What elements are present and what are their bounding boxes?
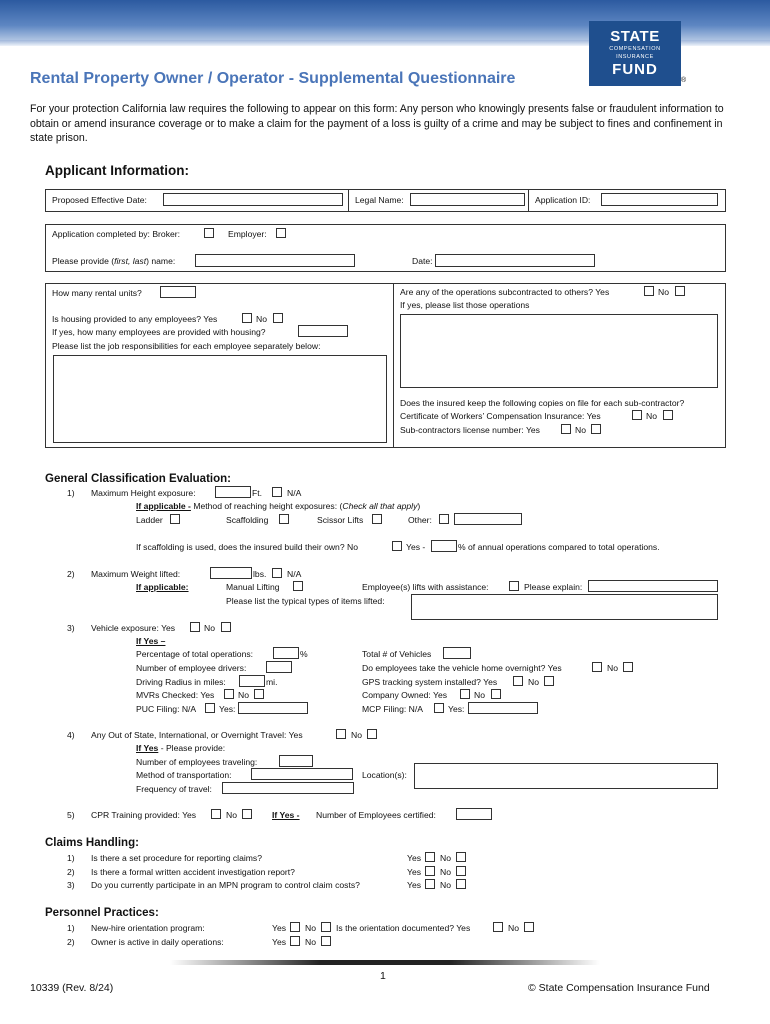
- item-number: 4): [67, 730, 75, 740]
- scissor-checkbox[interactable]: [372, 514, 382, 524]
- no-label: No: [256, 314, 267, 324]
- application-id-input[interactable]: [601, 193, 718, 206]
- puc-na-checkbox[interactable]: [205, 703, 215, 713]
- form-number: 10339 (Rev. 8/24): [30, 982, 114, 994]
- scaffold-build-label: If scaffolding is used, does the insured build their own? No: [136, 542, 358, 552]
- cpr-no-checkbox[interactable]: [242, 809, 252, 819]
- label-text: ) name:: [146, 256, 176, 266]
- yes-label: Yes -: [406, 542, 426, 552]
- gps-label: GPS tracking system installed? Yes: [362, 677, 498, 687]
- total-vehicles-label: Total # of Vehicles: [362, 649, 432, 659]
- scaffolding-label: Scaffolding: [226, 515, 269, 525]
- documented-label: Is the orientation documented? Yes: [336, 923, 471, 933]
- copyright: © State Compensation Insurance Fund: [528, 982, 710, 994]
- gps-no-checkbox[interactable]: [544, 676, 554, 686]
- cpr-label: CPR Training provided: Yes: [91, 810, 197, 820]
- scissor-label: Scissor Lifts: [317, 515, 364, 525]
- logo-text: FUND: [612, 61, 658, 78]
- rental-units-input[interactable]: [160, 286, 196, 298]
- footer-rule: [170, 960, 600, 965]
- no-label: No: [305, 937, 316, 947]
- label-text: ): [417, 501, 421, 511]
- application-id-label: Application ID:: [535, 195, 591, 205]
- logo-text: INSURANCE: [616, 54, 654, 60]
- sub-license-label: Sub-contractors license number: Yes: [400, 425, 540, 435]
- item-number: 3): [67, 623, 75, 633]
- yes-label: Yes: [272, 937, 287, 947]
- registered-mark: ®: [681, 77, 687, 84]
- sub-license-yes-checkbox[interactable]: [561, 424, 571, 434]
- driving-radius-input[interactable]: [239, 675, 265, 687]
- if-yes-label: If Yes -: [272, 810, 300, 820]
- no-label: No: [351, 730, 362, 740]
- effective-date-input[interactable]: [163, 193, 343, 206]
- date-input[interactable]: [435, 254, 595, 267]
- travel-yes-checkbox[interactable]: [336, 729, 346, 739]
- no-label: No: [575, 425, 586, 435]
- claims-heading: Claims Handling:: [45, 837, 139, 849]
- vehicle-yes-checkbox[interactable]: [190, 622, 200, 632]
- pct-annual-label: % of annual operations compared to total operations.: [458, 542, 660, 552]
- num-traveling-label: Number of employees traveling:: [136, 757, 258, 767]
- label-text: Please provide (: [52, 256, 115, 266]
- scaffolding-checkbox[interactable]: [279, 514, 289, 524]
- orientation-label: New-hire orientation program:: [91, 923, 205, 933]
- vehicle-label: Vehicle exposure: Yes: [91, 623, 176, 633]
- locations-input[interactable]: [414, 763, 718, 789]
- label-text: Method of reaching height exposures: (: [193, 501, 343, 511]
- no-label: No: [226, 810, 237, 820]
- claims-q2-label: Is there a formal written accident investigation report?: [91, 867, 295, 877]
- if-yes-text: If Yes: [136, 743, 159, 753]
- job-resp-label: Please list the job responsibilities for each employee separately below:: [52, 341, 321, 351]
- scaffold-pct-input[interactable]: [431, 540, 457, 552]
- label-text: - Please provide:: [158, 743, 226, 753]
- legal-name-label: Legal Name:: [355, 195, 404, 205]
- claims-q2-yes-checkbox[interactable]: [425, 866, 435, 876]
- no-label: No: [204, 623, 215, 633]
- num-drivers-label: Number of employee drivers:: [136, 663, 247, 673]
- take-home-no-checkbox[interactable]: [623, 662, 633, 672]
- mcp-input[interactable]: [468, 702, 538, 714]
- housing-label: Is housing provided to any employees? Yes: [52, 314, 218, 324]
- num-traveling-input[interactable]: [279, 755, 313, 767]
- applicant-heading: Applicant Information:: [45, 163, 189, 178]
- label-italic: Check all that apply: [342, 501, 418, 511]
- item-number: 1): [67, 488, 75, 498]
- yes-label: Yes: [272, 923, 287, 933]
- item-number: 5): [67, 810, 75, 820]
- subcontracted-yes-checkbox[interactable]: [644, 286, 654, 296]
- driving-radius-label: Driving Radius in miles:: [136, 677, 226, 687]
- personnel-heading: Personnel Practices:: [45, 907, 159, 919]
- list-ops-label: If yes, please list those operations: [400, 300, 530, 310]
- vehicle-no-checkbox[interactable]: [221, 622, 231, 632]
- cert-wc-yes-checkbox[interactable]: [632, 410, 642, 420]
- owner-active-yes-checkbox[interactable]: [290, 936, 300, 946]
- divider: [528, 189, 529, 212]
- na-label: N/A: [287, 569, 302, 579]
- company-owned-no-checkbox[interactable]: [491, 689, 501, 699]
- lbs-label: lbs.: [253, 569, 267, 579]
- emp-lifts-label: Employee(s) lifts with assistance:: [362, 582, 489, 592]
- no-label: No: [440, 867, 451, 877]
- method-transport-input[interactable]: [251, 768, 353, 780]
- typical-items-input[interactable]: [411, 594, 718, 620]
- manual-lifting-label: Manual Lifting: [226, 582, 280, 592]
- please-provide-label: [136, 743, 225, 753]
- max-weight-input[interactable]: [210, 567, 252, 579]
- no-label: No: [646, 411, 657, 421]
- mi-label: mi.: [266, 677, 278, 687]
- orientation-yes-checkbox[interactable]: [290, 922, 300, 932]
- item-number: 3): [67, 880, 75, 890]
- locations-label: Location(s):: [362, 770, 407, 780]
- item-number: 1): [67, 923, 75, 933]
- travel-label: Any Out of State, International, or Overnight Travel: Yes: [91, 730, 303, 740]
- mcp-label: MCP Filing: N/A: [362, 704, 423, 714]
- owner-active-no-checkbox[interactable]: [321, 936, 331, 946]
- legal-name-input[interactable]: [410, 193, 525, 206]
- company-owned-label: Company Owned: Yes: [362, 690, 448, 700]
- name-input[interactable]: [195, 254, 355, 267]
- typical-items-label: Please list the typical types of items lifted:: [226, 596, 385, 606]
- no-label: No: [528, 677, 539, 687]
- effective-date-label: Proposed Effective Date:: [52, 195, 147, 205]
- logo-text: COMPENSATION: [609, 46, 661, 52]
- item-number: 2): [67, 937, 75, 947]
- method-transport-label: Method of transportation:: [136, 770, 232, 780]
- no-label: No: [440, 880, 451, 890]
- claims-q1-label: Is there a set procedure for reporting claims?: [91, 853, 263, 863]
- item-number: 2): [67, 867, 75, 877]
- list-ops-textarea[interactable]: [400, 314, 718, 388]
- emp-lifts-checkbox[interactable]: [509, 581, 519, 591]
- copies-label: Does the insured keep the following copies on file for each sub-contractor?: [400, 398, 685, 408]
- puc-label: PUC Filing: N/A: [136, 704, 197, 714]
- pct-total-label: Percentage of total operations:: [136, 649, 254, 659]
- max-height-input[interactable]: [215, 486, 251, 498]
- claims-q3-no-checkbox[interactable]: [456, 879, 466, 889]
- claims-q3-yes-checkbox[interactable]: [425, 879, 435, 889]
- housing-yes-checkbox[interactable]: [242, 313, 252, 323]
- no-label: No: [440, 853, 451, 863]
- travel-no-checkbox[interactable]: [367, 729, 377, 739]
- employer-label: Employer:: [228, 229, 267, 239]
- general-heading: General Classification Evaluation:: [45, 473, 231, 485]
- yes-label: Yes: [407, 853, 422, 863]
- page-number: 1: [380, 970, 386, 982]
- no-label: No: [607, 663, 618, 673]
- documented-no-checkbox[interactable]: [524, 922, 534, 932]
- if-applicable-label: If applicable:: [136, 582, 189, 592]
- num-certified-input[interactable]: [456, 808, 492, 820]
- other-label: Other:: [408, 515, 432, 525]
- orientation-no-checkbox[interactable]: [321, 922, 331, 932]
- fraud-notice: For your protection California law requires the following to appear on this form: Any person who knowingly presents false or fraudulent information to obtain or amend insurance coverage or to make a claim for the payment of a loss is guilty of a crime and may be subject to fines and confinement in state prison.: [30, 103, 724, 144]
- no-label: No: [474, 690, 485, 700]
- num-drivers-input[interactable]: [266, 661, 292, 673]
- cert-wc-no-checkbox[interactable]: [663, 410, 673, 420]
- label-italic: first, last: [114, 256, 147, 266]
- max-weight-label: Maximum Weight lifted:: [91, 569, 181, 579]
- no-label: No: [658, 287, 669, 297]
- if-yes-label: If Yes –: [136, 636, 166, 646]
- weight-na-checkbox[interactable]: [272, 568, 282, 578]
- mvrs-label: MVRs Checked: Yes: [136, 690, 215, 700]
- employer-checkbox[interactable]: [276, 228, 286, 238]
- no-label: No: [305, 923, 316, 933]
- freq-travel-input[interactable]: [222, 782, 354, 794]
- take-home-yes-checkbox[interactable]: [592, 662, 602, 672]
- page-title: Rental Property Owner / Operator - Supplemental Questionnaire: [30, 70, 516, 87]
- state-fund-logo: [589, 21, 681, 86]
- provide-name-label: [52, 256, 175, 266]
- other-input[interactable]: [454, 513, 522, 525]
- take-home-label: Do employees take the vehicle home overnight? Yes: [362, 663, 562, 673]
- ft-label: Ft.: [252, 488, 263, 498]
- date-label: Date:: [412, 256, 433, 266]
- other-checkbox[interactable]: [439, 514, 449, 524]
- no-label: No: [238, 690, 249, 700]
- claims-q1-no-checkbox[interactable]: [456, 852, 466, 862]
- claims-q1-yes-checkbox[interactable]: [425, 852, 435, 862]
- subcontracted-label: Are any of the operations subcontracted to others? Yes: [400, 287, 610, 297]
- manual-lifting-checkbox[interactable]: [293, 581, 303, 591]
- claims-q2-no-checkbox[interactable]: [456, 866, 466, 876]
- company-owned-yes-checkbox[interactable]: [460, 689, 470, 699]
- job-resp-textarea[interactable]: [53, 355, 387, 443]
- yes-label: Yes: [407, 867, 422, 877]
- documented-yes-checkbox[interactable]: [493, 922, 503, 932]
- explain-input[interactable]: [588, 580, 718, 592]
- scaffold-no-checkbox[interactable]: [392, 541, 402, 551]
- yes-label: Yes:: [219, 704, 236, 714]
- freq-travel-label: Frequency of travel:: [136, 784, 212, 794]
- divider: [393, 283, 394, 448]
- pct-label: %: [300, 649, 308, 659]
- mvrs-no-checkbox[interactable]: [254, 689, 264, 699]
- divider: [348, 189, 349, 212]
- cpr-yes-checkbox[interactable]: [211, 809, 221, 819]
- housing-count-label: If yes, how many employees are provided with housing?: [52, 327, 266, 337]
- item-number: 2): [67, 569, 75, 579]
- pct-total-input[interactable]: [273, 647, 299, 659]
- puc-input[interactable]: [238, 702, 308, 714]
- yes-label: Yes: [407, 880, 422, 890]
- na-label: N/A: [287, 488, 302, 498]
- mcp-na-checkbox[interactable]: [434, 703, 444, 713]
- item-number: 1): [67, 853, 75, 863]
- max-height-label: Maximum Height exposure:: [91, 488, 196, 498]
- yes-label: Yes:: [448, 704, 465, 714]
- mvrs-yes-checkbox[interactable]: [224, 689, 234, 699]
- ladder-checkbox[interactable]: [170, 514, 180, 524]
- sub-license-no-checkbox[interactable]: [591, 424, 601, 434]
- method-height-label: [136, 501, 420, 511]
- claims-q3-label: Do you currently participate in an MPN program to control claim costs?: [91, 880, 360, 890]
- height-na-checkbox[interactable]: [272, 487, 282, 497]
- cert-wc-label: Certificate of Workers’ Compensation Insurance: Yes: [400, 411, 601, 421]
- housing-no-checkbox[interactable]: [273, 313, 283, 323]
- housing-count-input[interactable]: [298, 325, 348, 337]
- completed-by-label: Application completed by: Broker:: [52, 229, 181, 239]
- logo-text: STATE: [610, 28, 660, 45]
- please-explain-label: Please explain:: [524, 582, 583, 592]
- owner-active-label: Owner is active in daily operations:: [91, 937, 224, 947]
- num-certified-label: Number of Employees certified:: [316, 810, 436, 820]
- if-applicable-text: If applicable -: [136, 501, 191, 511]
- gps-yes-checkbox[interactable]: [513, 676, 523, 686]
- total-vehicles-input[interactable]: [443, 647, 471, 659]
- broker-checkbox[interactable]: [204, 228, 214, 238]
- subcontracted-no-checkbox[interactable]: [675, 286, 685, 296]
- no-label: No: [508, 923, 519, 933]
- rental-units-label: How many rental units?: [52, 288, 142, 298]
- ladder-label: Ladder: [136, 515, 163, 525]
